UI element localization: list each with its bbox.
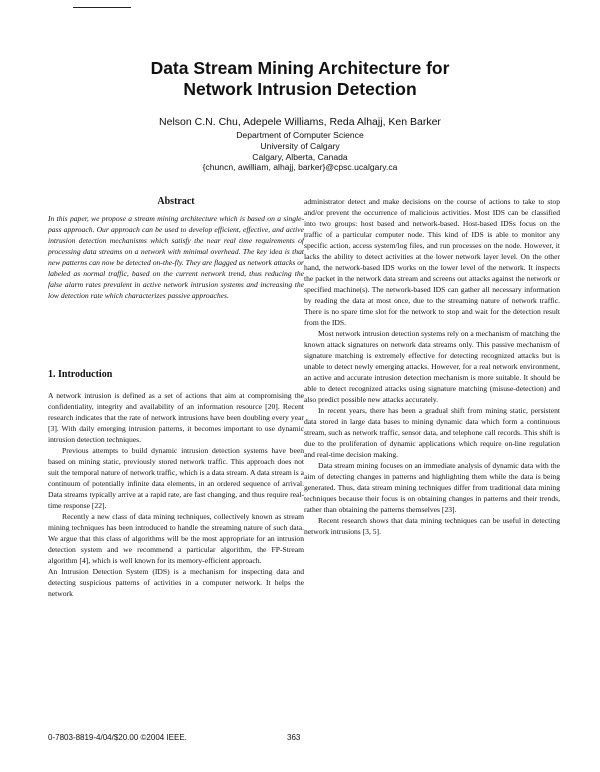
right-column-body bbox=[304, 196, 560, 537]
intro-paragraph: Previous attempts to build dynamic intrusion detection systems have been based on mining static, previously stored network traffic. This approach does not suit the temporal nature of network traffic, which is a data stream. A data stream is a continuum of potentially infinite data elements, in an ordered sequence of arrival. Data streams typically arrive at a rapid rate, are fast changing, and thus require real-time response [22]. bbox=[48, 446, 304, 510]
intro-paragraph: administrator detect and make decisions on the course of actions to take to stop and/or prevent the occurrence of malicious activities. Most IDS can be classified into two groups: host based and network-based. Host-based IDSs focus on the traffic of a particular computer node. This kind of IDS is able to monitor any specific action, access system/log files, and run processes on the node. However, it lacks the ability to detect activities at the lower network layer level. On the other hand, the network-based IDS works on the lower level of the network. It inspects the packet in the network data stream and screens out attacks against the network or specified machine(s). The network-based IDS can gather all necessary information by reading the data at most once, due to the streaming nature of network traffic. There is no spare time slot for the network to stop and wait for the detection result from the IDS. bbox=[304, 197, 560, 327]
intro-paragraph: Recently a new class of data mining techniques, collectively known as stream mining techniques has been introduced to handle the streaming nature of such data. We argue that this class of algorithms will be the most appropriate for an intrusion detection system and we recommend a particular algorithm, the FP-Stream algorithm [4], which is well known for its memory-efficient approach. bbox=[48, 512, 304, 565]
emails: {chuncn, awilliam, alhajj, barker}@cpsc.ucalgary.ca bbox=[202, 162, 398, 173]
title-line-2: Network Intrusion Detection bbox=[183, 79, 417, 99]
intro-paragraph: Recent research shows that data mining techniques can be useful in detecting network intrusions [3, 5]. bbox=[304, 516, 560, 536]
copyright-notice: 0-7803-8819-4/04/$20.00 ©2004 IEEE. bbox=[48, 733, 187, 742]
intro-paragraph: Data stream mining focuses on an immediate analysis of dynamic data with the aim of detecting changes in patterns and highlighting them while the data is being generated. Thus, data stream mining techniques differ from traditional data mining techniques because their focus is on obtaining changes in patterns and their trends, rather than obtaining the patterns themselves [23]. bbox=[304, 461, 560, 514]
intro-paragraph: Most network intrusion detection systems rely on a mechanism of matching the known attack signatures on network data streams only. This passive mechanism of signature matching is extremely effective for detecting recognized attacks but is unable to detect newly emerging attacks. However, for a real network environment, an active and accurate intrusion detection mechanism is more suitable. It should be able to detect recognized attacks using signature matching (misuse-detection) and also predict possible new attacks accurately. bbox=[304, 329, 560, 404]
left-column-body bbox=[48, 390, 304, 599]
paper-title bbox=[0, 58, 600, 100]
affiliation bbox=[0, 130, 600, 173]
intro-paragraph: A network intrusion is defined as a set of actions that aim at compromising the confidentiality, integrity and availability of an information resource [20]. Recent research indicates that the rate of network intrusions have been doubling every year [3]. With daily emerging intrusion patterns, it becomes important to use dynamic intrusion detection techniques. bbox=[48, 391, 304, 444]
location: Calgary, Alberta, Canada bbox=[252, 151, 348, 162]
abstract-text: In this paper, we propose a stream mining architecture which is based on a single-pass approach. Our approach can be used to develop efficient, effective, and active intrusion detection mechanisms which satisfy the near real time requirements of processing data streams on a network with minimal overhead. The key idea is that new patterns can now be detected on-the-fly. They are flagged as network attacks or labeled as normal traffic, based on the current network trend, thus reducing the false alarm rates prevalent in active network intrusion systems and increasing the low detection rate which characterizes passive approaches. bbox=[48, 214, 304, 300]
intro-paragraph: An Intrusion Detection System (IDS) is a mechanism for inspecting data and detecting suspicious patterns of activities in a computer network. It helps the network bbox=[48, 567, 304, 598]
department: Department of Computer Science bbox=[236, 130, 364, 140]
author-list: Nelson C.N. Chu, Adepele Williams, Reda Alhajj, Ken Barker bbox=[159, 116, 441, 128]
top-rule bbox=[73, 7, 131, 8]
title-line-1: Data Stream Mining Architecture for bbox=[150, 58, 450, 78]
introduction-heading: 1. Introduction bbox=[48, 369, 113, 380]
intro-paragraph: In recent years, there has been a gradual shift from mining static, persistent data stored in large data bases to mining dynamic data which form a continuous stream, such as network traffic, sensor data, and telephone call records. This shift is due to the proliferation of dynamic applications which require on-line regulation and real-time decision making. bbox=[304, 406, 560, 459]
university: University of Calgary bbox=[260, 140, 340, 151]
abstract-heading: Abstract bbox=[157, 196, 195, 207]
page-number: 363 bbox=[287, 733, 301, 742]
